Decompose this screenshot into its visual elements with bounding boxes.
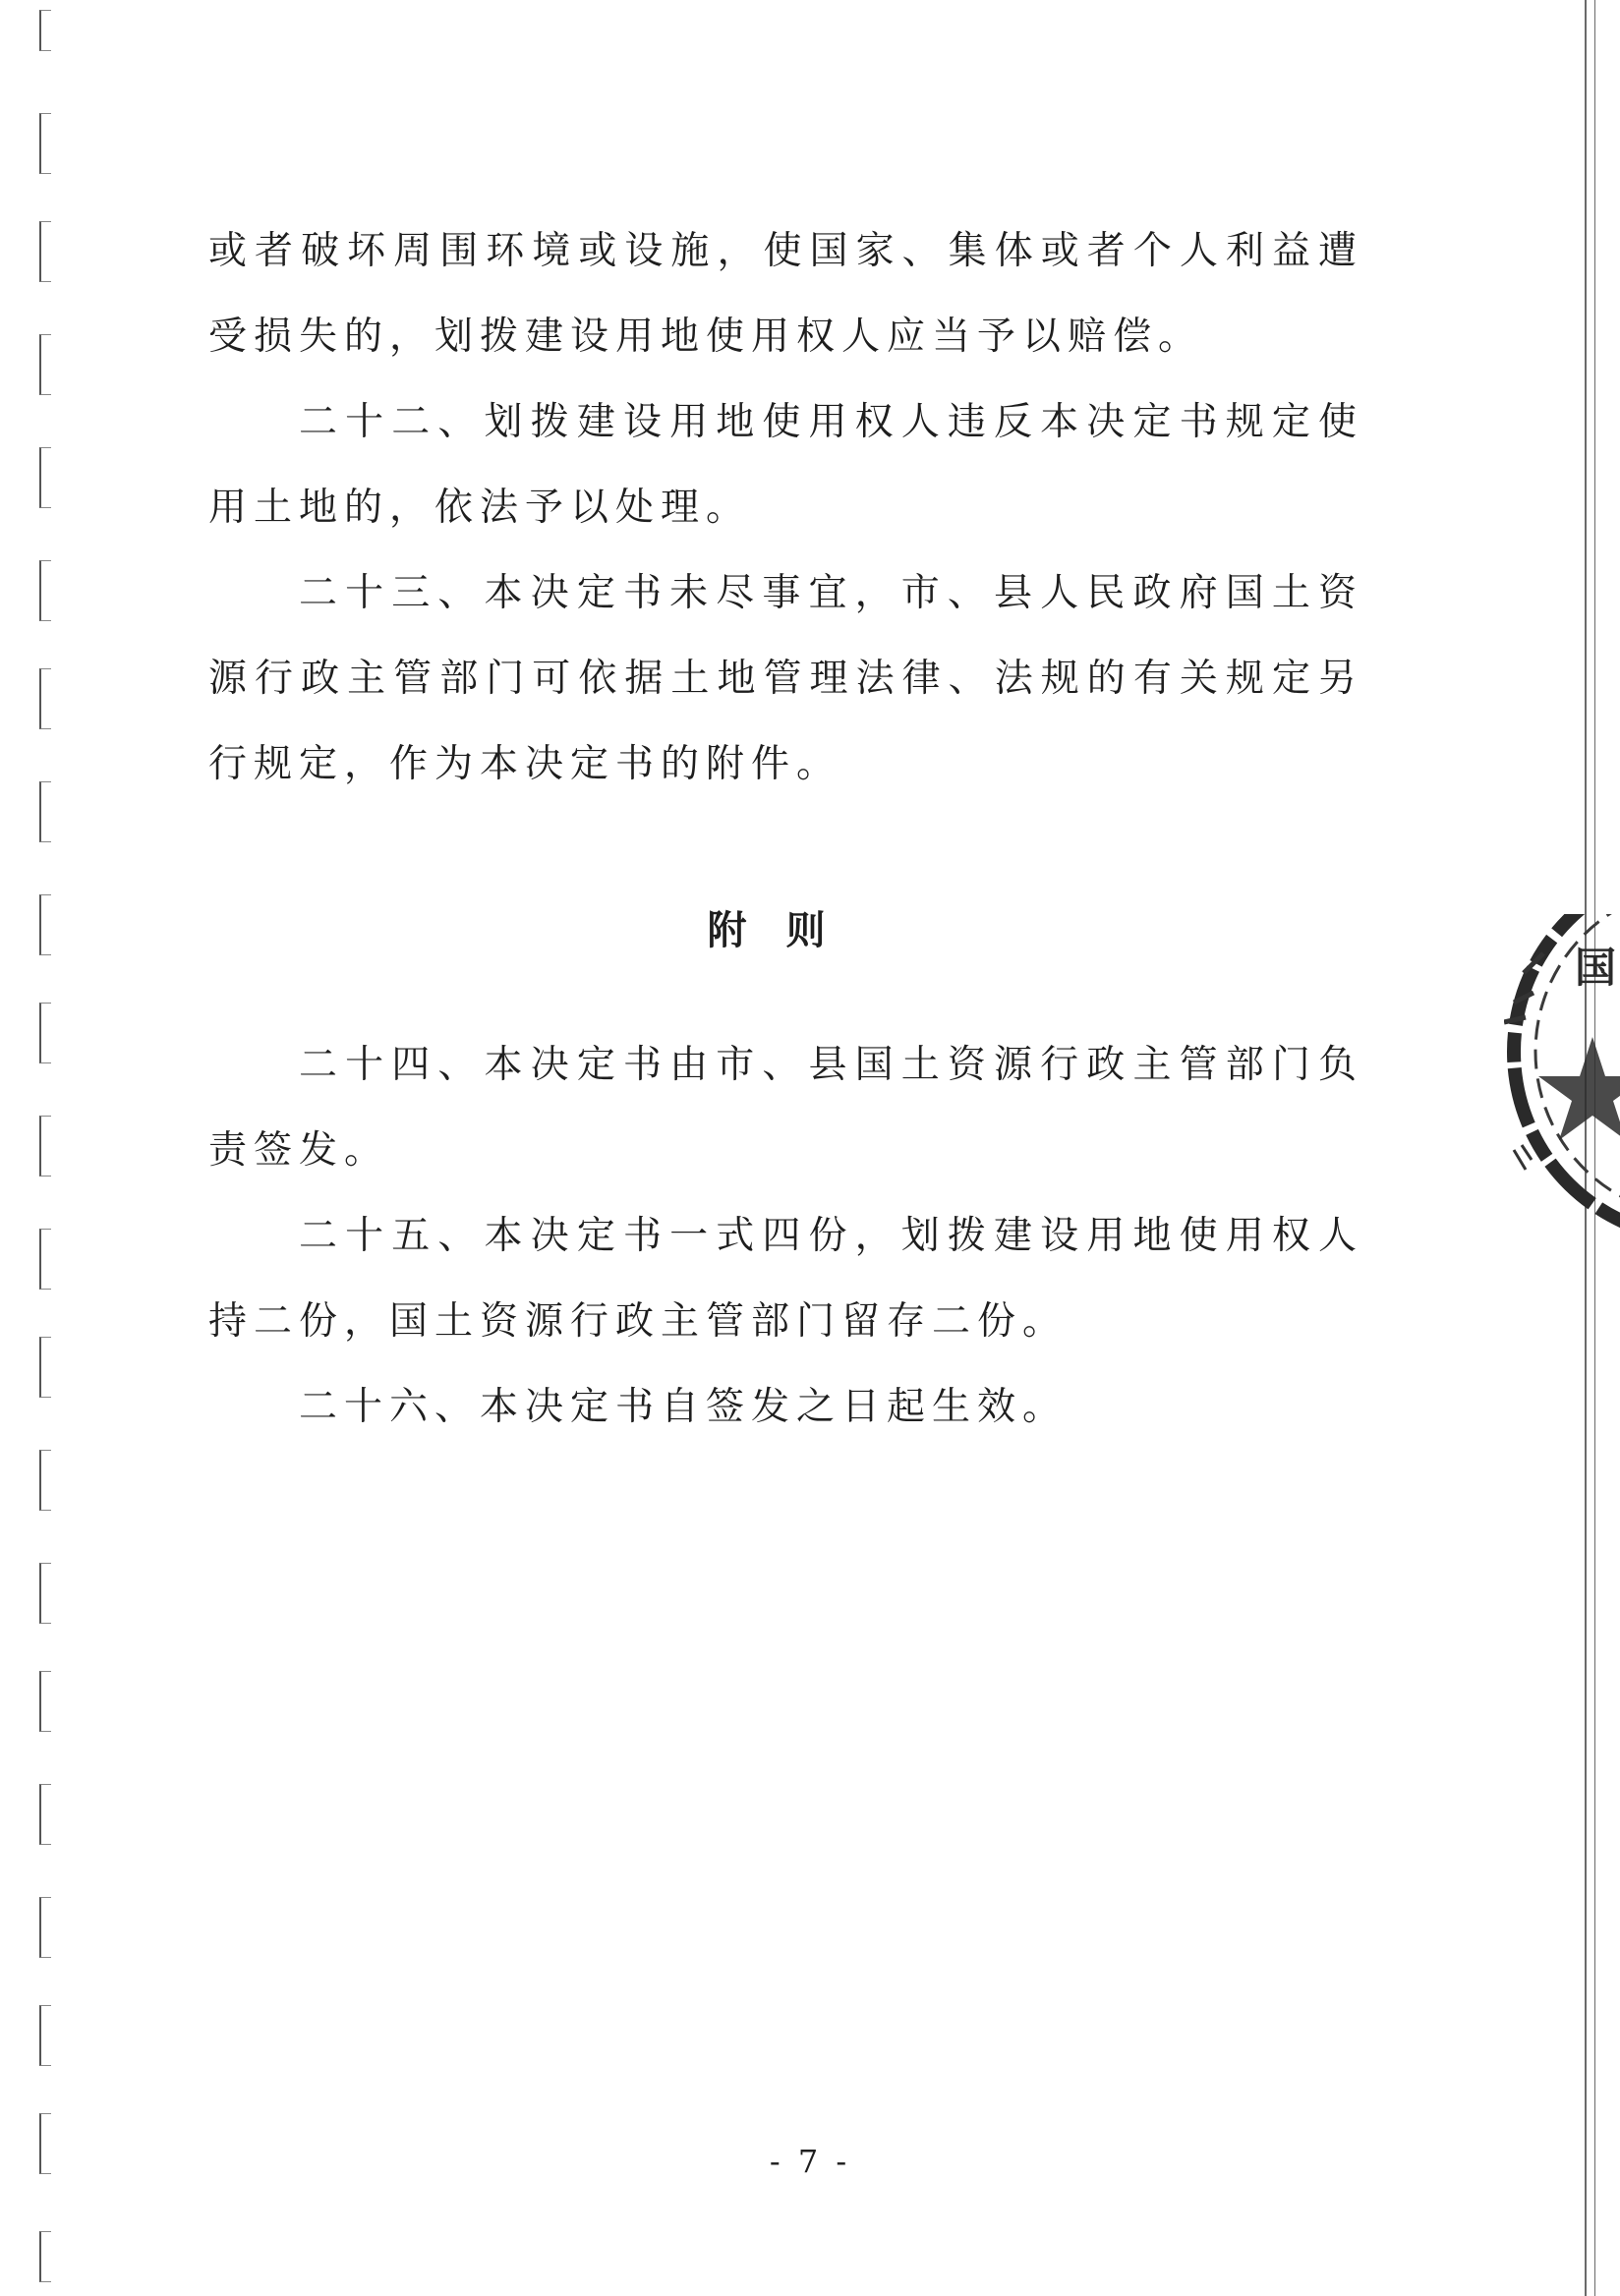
paragraph: 二十二、划拨建设用地使用权人违反本决定书规定使用土地的，依法予以处理。 xyxy=(208,400,1363,530)
binding-marks xyxy=(26,0,65,2296)
binding-mark xyxy=(39,1784,51,1845)
paragraph: 或者破坏周围环境或设施，使国家、集体或者个人利益遭受损失的，划拨建设用地使用权人应当予以赔偿。 xyxy=(208,229,1363,359)
binding-mark xyxy=(39,1671,51,1732)
binding-mark xyxy=(39,1337,51,1398)
binding-mark xyxy=(39,1450,51,1511)
binding-mark xyxy=(39,334,51,395)
binding-mark xyxy=(39,221,51,282)
body-text-top xyxy=(208,208,1363,807)
binding-mark xyxy=(39,447,51,508)
binding-mark xyxy=(39,781,51,842)
paragraph: 二十三、本决定书未尽事宜，市、县人民政府国土资源行政主管部门可依据土地管理法律、法规的有关规定另行规定，作为本决定书的附件。 xyxy=(208,571,1363,786)
paragraph: 二十五、本决定书一式四份，划拨建设用地使用权人持二份，国土资源行政主管部门留存二份。 xyxy=(208,1214,1363,1344)
binding-mark xyxy=(39,668,51,729)
binding-mark xyxy=(39,1897,51,1958)
paragraph: 二十四、本决定书由市、县国土资源行政主管部门负责签发。 xyxy=(208,1043,1363,1173)
binding-mark xyxy=(39,1563,51,1624)
binding-mark xyxy=(39,560,51,621)
binding-mark xyxy=(39,2005,51,2066)
binding-mark xyxy=(39,1116,51,1177)
binding-mark xyxy=(39,894,51,955)
binding-mark xyxy=(39,2231,51,2282)
official-seal-fragment xyxy=(1504,914,1620,1268)
section-heading: 附则 xyxy=(707,908,865,953)
paragraph: 二十六、本决定书自签发之日起生效。 xyxy=(299,1385,1069,1429)
binding-mark xyxy=(39,1003,51,1063)
page-number: - 7 - xyxy=(769,2143,851,2180)
binding-mark xyxy=(39,113,51,174)
binding-mark xyxy=(39,10,51,51)
binding-mark xyxy=(39,1229,51,1290)
body-text-bottom xyxy=(208,1022,1363,1450)
seal-text: 国 xyxy=(1575,944,1617,992)
